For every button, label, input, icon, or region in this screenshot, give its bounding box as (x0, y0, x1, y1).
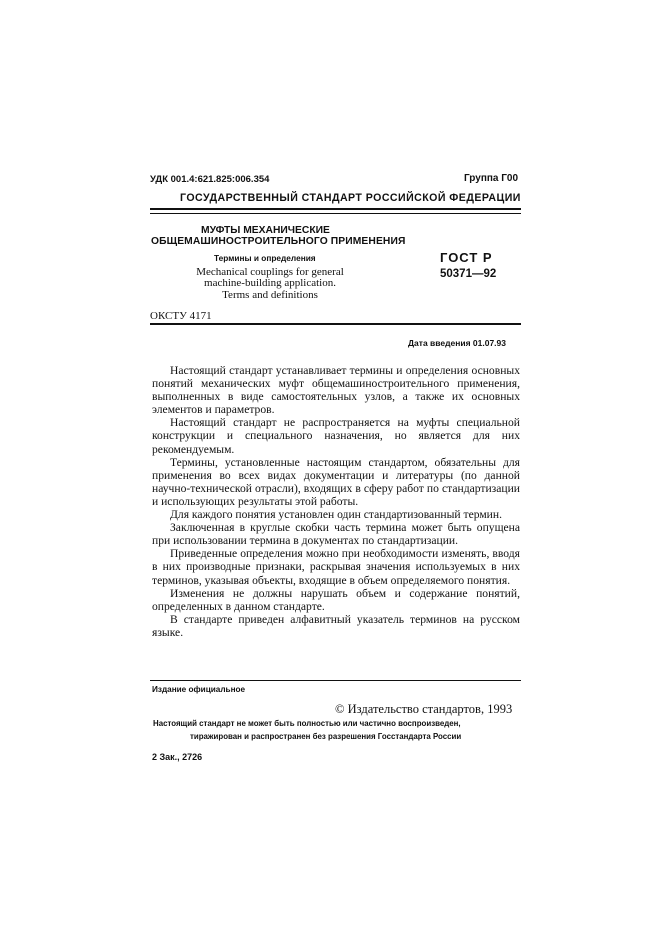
header-rule-thick (150, 208, 521, 210)
notice-line1: Настоящий стандарт не может быть полностью или частично воспроизведен, (153, 719, 461, 728)
paragraph: Настоящий стандарт устанавливает термины и определения основных понятий механических муфт общемашиностроительного применения, выполненных в виде самостоятельных узлов, а также их основных элементов и параметров. (152, 364, 520, 417)
english-title-line: Terms and definitions (222, 288, 318, 301)
okstu-code: ОКСТУ 4171 (150, 310, 212, 322)
paragraph: Заключенная в круглые скобки часть термина может быть опущена при использовании термина в документах по стандартизации. (152, 521, 520, 548)
paragraph: Приведенные определения можно при необходимости изменять, вводя в них производные признаки, раскрывая значения используемых в них терминов, указывая объекты, входящие в объем определяемого понятия. (152, 547, 520, 587)
order-number: 2 Зак., 2726 (152, 752, 203, 762)
english-title-line: machine-building application. (204, 277, 336, 290)
document-title-line1: МУФТЫ МЕХАНИЧЕСКИЕ (201, 225, 330, 236)
udc-code: УДК 001.4:621.825:006.354 (150, 174, 270, 185)
english-title (190, 267, 350, 301)
paragraph: Для каждого понятия установлен один стандартизованный термин. (170, 508, 502, 522)
gost-number: 50371—92 (440, 268, 497, 280)
introduction-date: Дата введения 01.07.93 (408, 338, 506, 348)
edition-label: Издание официальное (152, 685, 246, 694)
title-rule (150, 323, 521, 325)
document-title-line2: ОБЩЕМАШИНОСТРОИТЕЛЬНОГО ПРИМЕНЕНИЯ (151, 236, 406, 247)
body-text (152, 364, 520, 639)
group-code: Группа Г00 (464, 173, 519, 184)
footer-rule (150, 680, 521, 681)
paragraph: Изменения не должны нарушать объем и содержание понятий, определенных в данном стандарте. (152, 586, 520, 613)
paragraph: Настоящий стандарт не распространяется на муфты специальной конструкции и специального назначения, но является для них рекомендуемым. (152, 416, 520, 456)
notice-line2: тиражирован и распространен без разрешения Госстандарта России (190, 732, 462, 741)
header-rule-thin (150, 213, 521, 214)
paragraph: В стандарте приведен алфавитный указатель терминов на русском языке. (152, 612, 520, 639)
copyright: © Издательство стандартов, 1993 (335, 702, 513, 716)
standard-title: ГОСУДАРСТВЕННЫЙ СТАНДАРТ РОССИЙСКОЙ ФЕДЕРАЦИИ (180, 192, 521, 204)
english-title-line: Mechanical couplings for general (196, 266, 344, 278)
gost-label: ГОСТ Р (440, 250, 493, 265)
document-subtitle: Термины и определения (214, 253, 316, 263)
paragraph: Термины, установленные настоящим стандартом, обязательны для применения во всех видах документации и литературы (по данной научно-технической отрасли), входящих в сферу работ по стандартизации и использующих результаты этой работы. (152, 455, 520, 508)
